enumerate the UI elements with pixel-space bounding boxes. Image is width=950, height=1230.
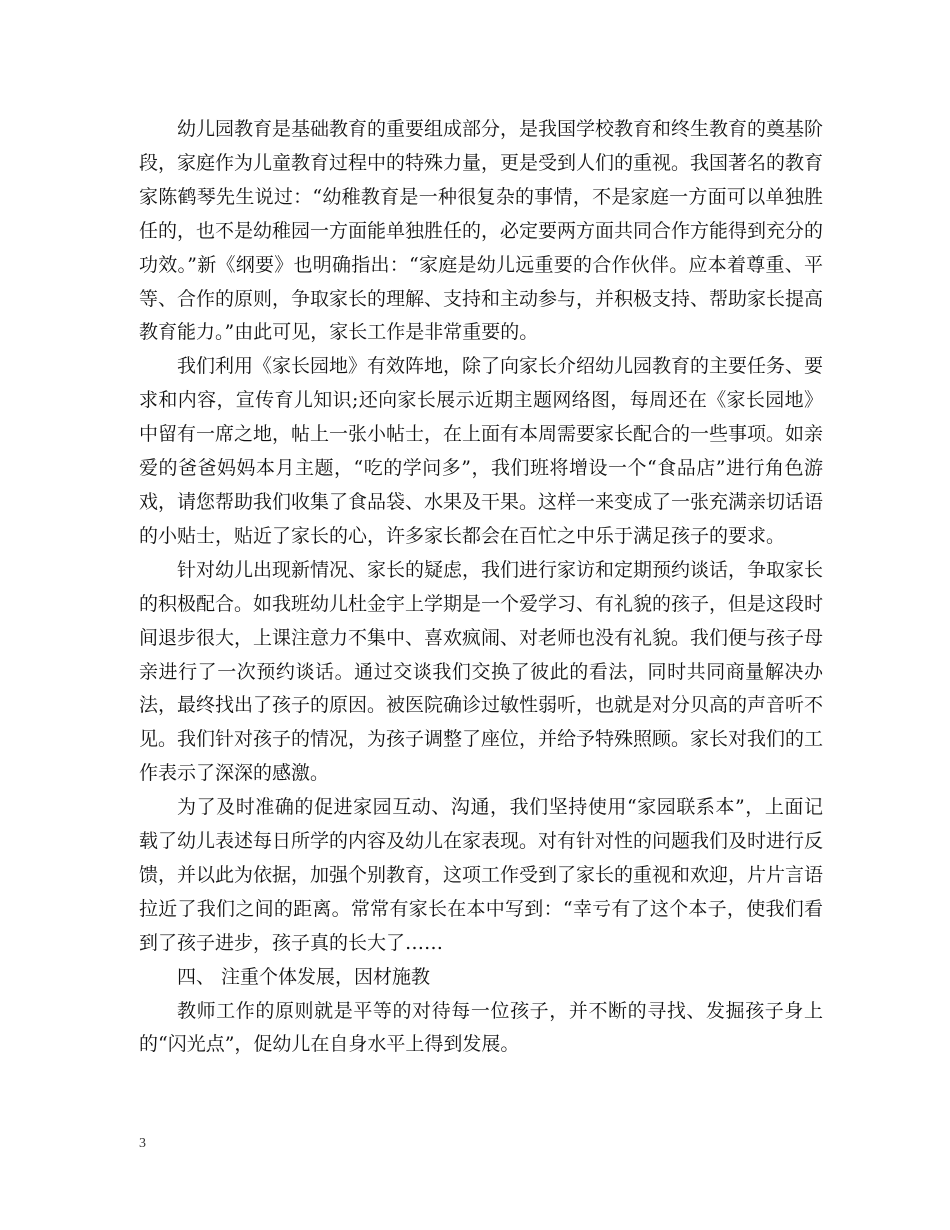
paragraph-4: 为了及时准确的促进家园互动、沟通，我们坚持使用“家园联系本”，上面记载了幼儿表述每日所学的内容及幼儿在家表现。对有针对性的问题我们及时进行反馈，并以此为依据，加强个别教育，这项工作受到了家长的重视和欢迎，片片言语拉近了我们之间的距离。常常有家长在本中写到：“幸亏有了这个本子，使我们看到了孩子进步，孩子真的长大了…… [139,796,824,954]
paragraph-2: 我们利用《家长园地》有效阵地，除了向家长介绍幼儿园教育的主要任务、要求和内容，宣传育儿知识;还向家长展示近期主题网络图，每周还在《家长园地》中留有一席之地，帖上一张小帖士，在上面有本周需要家长配合的一些事项。如亲爱的爸爸妈妈本月主题，“吃的学问多”，我们班将增设一个“食品店”进行角色游戏，请您帮助我们收集了食品袋、水果及干果。这样一来变成了一张充满亲切话语的小贴士，贴近了家长的心，许多家长都会在百忙之中乐于满足孩子的要求。 [139,355,824,547]
document-body [139,113,823,1062]
page-number: 3 [139,1136,146,1151]
section-heading: 四、 注重个体发展，因材施教 [177,965,431,988]
paragraph-1: 幼儿园教育是基础教育的重要组成部分，是我国学校教育和终生教育的奠基阶段，家庭作为儿童教育过程中的特殊力量，更是受到人们的重视。我国著名的教育家陈鹤琴先生说过：“幼稚教育是一种很复杂的事情，不是家庭一方面可以单独胜任的，也不是幼稚园一方面能单独胜任的，必定要两方面共同合作方能得到充分的功效。”新《纲要》也明确指出：“家庭是幼儿远重要的合作伙伴。应本着尊重、平等、合作的原则，争取家长的理解、支持和主动参与，并积极支持、帮助家长提高教育能力。”由此可见，家长工作是非常重要的。 [139,118,824,344]
paragraph-3: 针对幼儿出现新情况、家长的疑虑，我们进行家访和定期预约谈话，争取家长的积极配合。如我班幼儿杜金宇上学期是一个爱学习、有礼貌的孩子，但是这段时间退步很大，上课注意力不集中、喜欢疯闹、对老师也没有礼貌。我们便与孩子母亲进行了一次预约谈话。通过交谈我们交换了彼此的看法，同时共同商量解决办法，最终找出了孩子的原因。被医院确诊过敏性弱听，也就是对分贝高的声音听不见。我们针对孩子的情况，为孩子调整了座位，并给予特殊照顾。家长对我们的工作表示了深深的感激。 [139,558,824,785]
paragraph-5: 教师工作的原则就是平等的对待每一位孩子，并不断的寻找、发掘孩子身上的“闪光点”，促幼儿在自身水平上得到发展。 [139,999,823,1056]
